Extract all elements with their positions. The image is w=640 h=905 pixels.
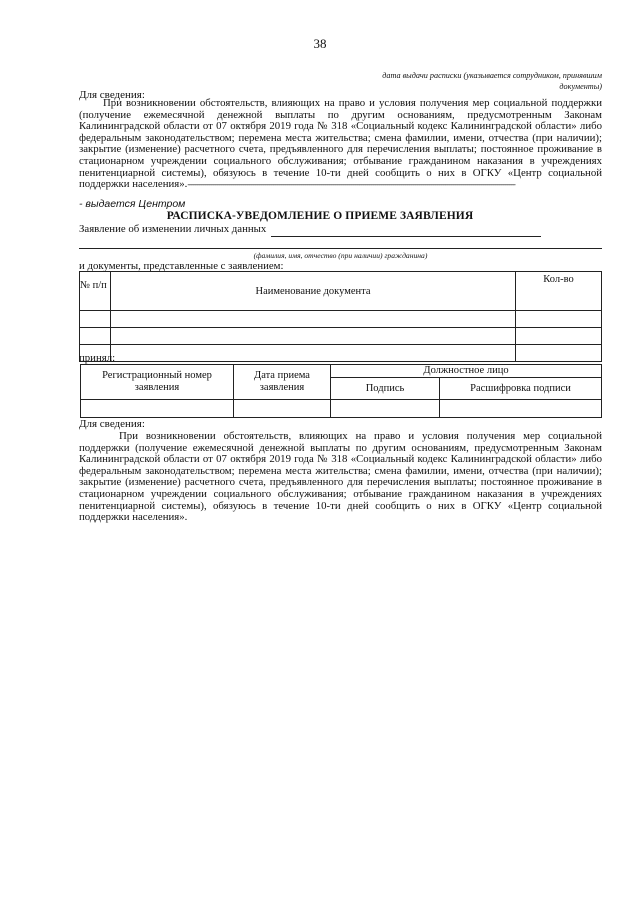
col-name-header: Наименование документа [111,272,516,311]
table-cell [516,328,602,345]
col-quantity-header: Кол-во [516,272,602,311]
table-cell [111,345,516,362]
application-name-line [271,236,541,237]
documents-table [79,271,602,362]
table-row [81,400,602,418]
accepted-table [80,364,602,418]
page-number: 38 [313,36,327,51]
name-hint: (фамилия, имя, отчество (при наличии) гражданина) [253,251,428,260]
table-cell [111,311,516,328]
applicant-name-line [79,248,602,249]
table-row [80,345,602,362]
table-cell [516,311,602,328]
info-paragraph-2 [79,431,602,524]
application-label: Заявление об изменении личных данных [79,223,267,235]
table-cell [80,311,111,328]
table-row [80,328,602,345]
col-number-header: № п/п [80,272,111,311]
official-header: Должностное лицо [331,365,602,378]
reg-number-header: Регистрационный номер заявления [81,365,234,400]
info-text-2: При возникновении обстоятельств, влияющих на право и условия получения мер социальной поддержки (получение ежемесячной денежной выплаты по другим основаниям, предусмотренным Законам Калининградской области от 07 октября 2019 года № 318 «Социальный кодекс Калининградской области» либо федеральным законодательством; перемена места жительства; смена фамилии, имени, отчества (при наличии); закрытие (изменение) расчетного счета, предъявленного для перечисления выплаты; постоянное проживание в стационарном учреждении социального обслуживания; отбывание гражданином наказания в учреждениях пенитенциарной системы), обязуюсь в течение 10-ти дней сообщить о них в ОГКУ «Центр социальной поддержки населения». [79,430,602,524]
table-cell [80,328,111,345]
info-paragraph [79,98,602,191]
table-cell [81,400,234,418]
table-cell [331,400,440,418]
signature-decoding-header: Расшифровка подписи [440,378,602,400]
documents-label: и документы, представленные с заявлением: [79,260,284,272]
date-header: Дата приема заявления [234,365,331,400]
info-label: Для сведения: [79,89,145,101]
table-cell [111,328,516,345]
table-cell [440,400,602,418]
accepted-label: принял: [79,352,116,364]
centre-note: - выдается Центром [79,198,186,210]
table-header-row [81,365,602,378]
table-row [80,311,602,328]
table-cell [234,400,331,418]
info-label-2: Для сведения: [79,418,145,430]
signature-header: Подпись [331,378,440,400]
table-header-row [80,272,602,311]
info-text: При возникновении обстоятельств, влияющих на право и условия получения мер социальной поддержки (получение ежемесячной денежной выплаты по другим основаниям, предусмотренным Законам Калининградской области от 07 октября 2019 года № 318 «Социальный кодекс Калининградской области» либо федеральным законодательством; перемена места жительства; смена фамилии, имени, отчества (при наличии); закрытие (изменение) расчетного счета, предъявленного для перечисления выплаты; постоянное проживание в стационарном учреждении социального обслуживания; отбывание гражданином наказания в учреждениях пенитенциарной системы), обязуюсь в течение 10-ти дней сообщить о них в ОГКУ «Центр социальной поддержки населения». [79,97,602,191]
table-cell [516,345,602,362]
receipt-title: РАСПИСКА-УВЕДОМЛЕНИЕ О ПРИЕМЕ ЗАЯВЛЕНИЯ [166,210,474,222]
issue-date-note: дата выдачи расписки (указывается сотрудником, принявшим документы) [382,71,602,91]
dash-line: -------------------------------------------------------------------------------------------------------------------------------------------------------------------- [187,179,515,190]
